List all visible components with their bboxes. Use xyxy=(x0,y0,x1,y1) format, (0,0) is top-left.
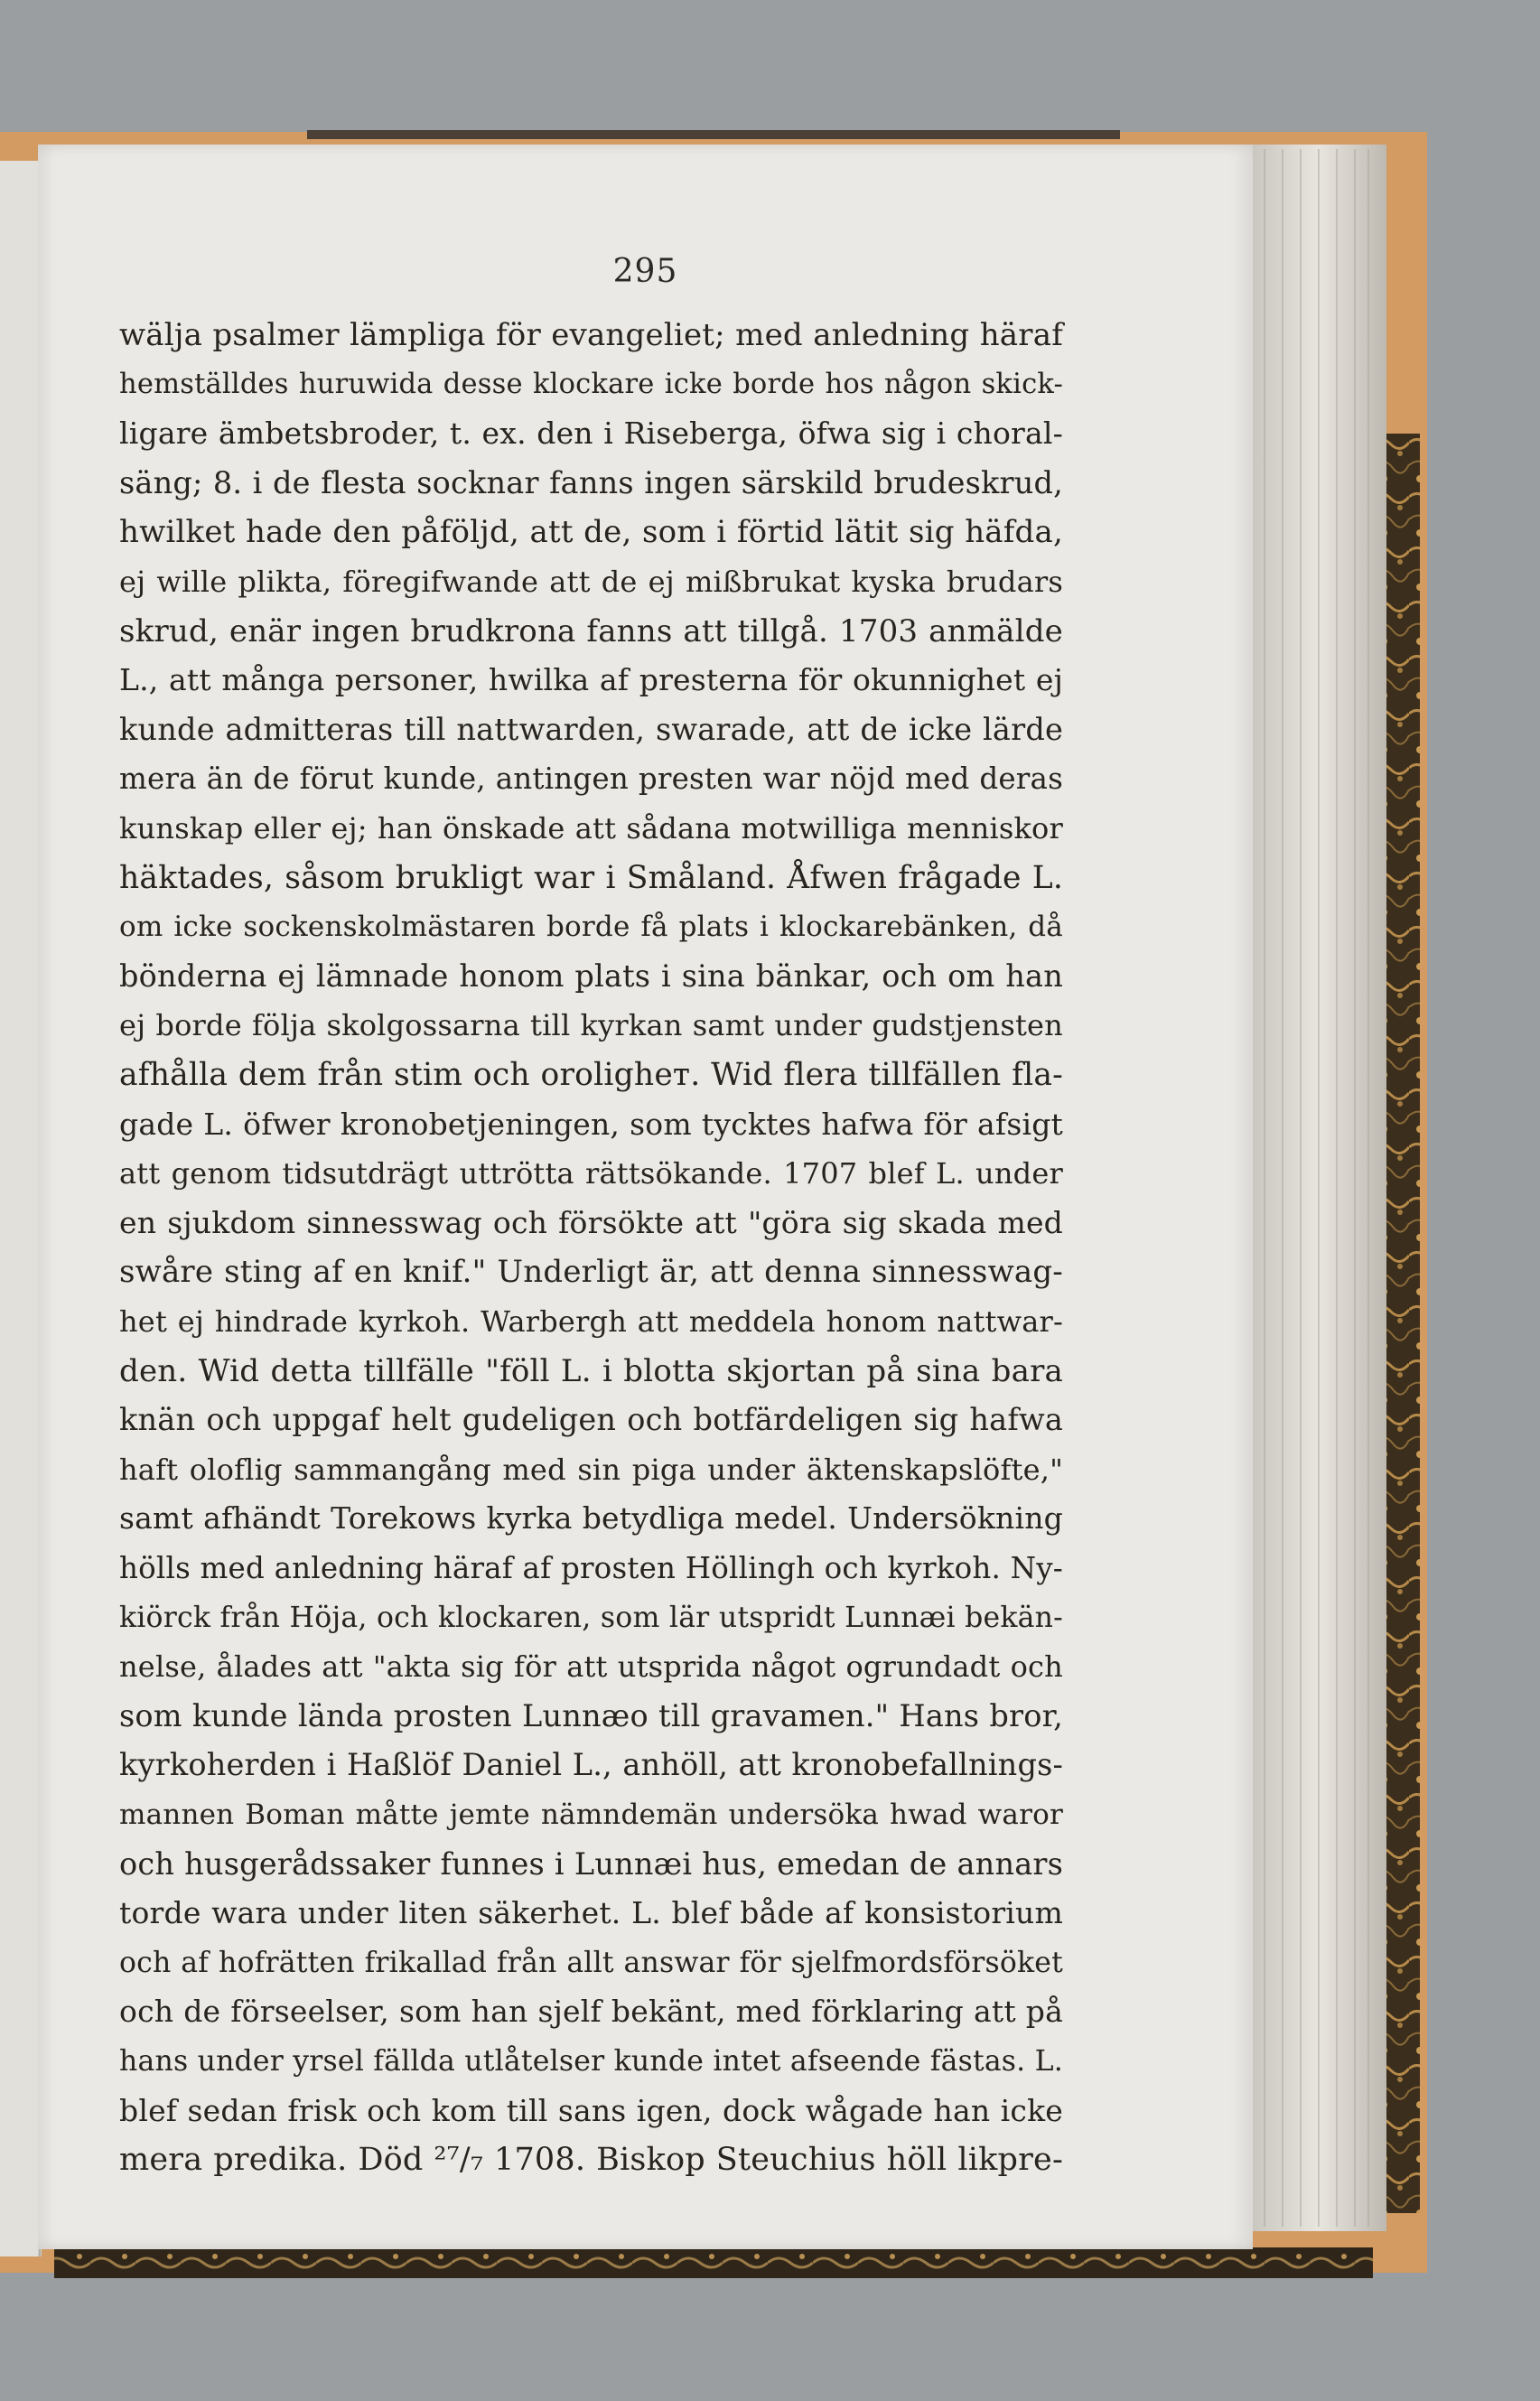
text-line: och de förseelser, som han sjelf bekänt, med förklaring att på xyxy=(119,1994,1063,2030)
text-line: mera än de förut kunde, antingen presten war nöjd med deras xyxy=(119,761,1063,797)
text-line: en sjukdom sinnesswag och försökte att "göra sig skada med xyxy=(119,1204,1063,1240)
text-line: och af hofrätten frikallad från allt answar för sjelfmordsförsöket xyxy=(119,1946,1063,1979)
text-line: om icke sockenskolmästaren borde få plats i klockarebänken, då xyxy=(119,911,1063,944)
text-line: säng; 8. i de flesta socknar fanns ingen särskild brudeskrud, xyxy=(119,464,1063,500)
text-line: kunde admitteras till nattwarden, swarade, att de icke lärde xyxy=(119,711,1063,747)
text-line: den. Wid detta tillfälle "föll L. i blotta skjortan på sina bara xyxy=(119,1352,1063,1389)
binding-strip xyxy=(307,130,1120,139)
text-line: nelse, ålades att "akta sig för att utsprida något ogrundadt och xyxy=(119,1649,1063,1685)
page-number: 295 xyxy=(612,253,678,290)
text-line: blef sedan frisk och kom till sans igen, dock wågade han icke xyxy=(119,2092,1063,2128)
text-line: som kunde lända prosten Lunnæo till gravamen." Hans bror, xyxy=(119,1697,1063,1733)
text-line: att genom tidsutdrägt uttrötta rättsökande. 1707 blef L. under xyxy=(119,1156,1063,1191)
text-line: samt afhändt Torekows kyrka betydliga medel. Undersökning xyxy=(119,1500,1063,1537)
text-line: haft oloflig sammangång med sin piga under äktenskapslöfte," xyxy=(119,1452,1063,1487)
text-line: ej borde följa skolgossarna till kyrkan samt under gudstjensten xyxy=(119,1008,1063,1043)
text-line: gade L. öfwer kronobetjeningen, som tycktes hafwa för afsigt xyxy=(119,1106,1063,1142)
text-line: och husgerådssaker funnes i Lunnæi hus, emedan de annars xyxy=(119,1845,1063,1882)
text-line: wälja psalmer lämpliga för evangeliet; med anledning häraf xyxy=(119,317,1063,353)
text-line: ej wille plikta, föregifwande att de ej mißbrukat kyska brudars xyxy=(119,565,1063,599)
left-page-sliver xyxy=(0,161,42,2256)
text-line: kyrkoherden i Haßlöf Daniel L., anhöll, att kronobefallnings- xyxy=(119,1747,1063,1783)
text-line: hans under yrsel fällda utlåtelser kunde intet afseende fästas. L. xyxy=(119,2045,1063,2078)
text-line: hölls med anledning häraf af prosten Höllingh och kyrkoh. Ny- xyxy=(119,1551,1063,1585)
text-line: ligare ämbetsbroder, t. ex. den i Riseberga, öfwa sig i choral- xyxy=(119,416,1063,452)
text-line: swåre sting af en knif." Underligt är, att denna sinnesswag- xyxy=(119,1254,1063,1291)
text-line: torde wara under liten säkerhet. L. blef både af konsistorium xyxy=(119,1895,1063,1931)
text-line: afhålla dem från stim och oroligheт. Wid flera tillfällen fla- xyxy=(119,1057,1063,1093)
text-line: bönderna ej lämnade honom plats i sina bänkar, och om han xyxy=(119,958,1063,994)
text-line: mannen Boman måtte jemte nämndemän undersöka hwad waror xyxy=(119,1798,1063,1831)
text-line: L., att många personer, hwilka af presterna för okunnighet ej xyxy=(119,662,1063,698)
text-line: knän och uppgaf helt gudeligen och botfärdeligen sig hafwa xyxy=(119,1402,1063,1438)
text-line: kunskap eller ej; han önskade att sådana motwilliga menniskor xyxy=(119,811,1063,845)
text-line: het ej hindrade kyrkoh. Warbergh att meddela honom nattwar- xyxy=(119,1304,1063,1339)
marbled-bottom-edge xyxy=(54,2247,1373,2278)
text-line: häktades, såsom brukligt war i Småland. Åfwen frågade L. xyxy=(119,859,1063,896)
text-line: skrud, enär ingen brudkrona fanns att tillgå. 1703 anmälde xyxy=(119,612,1063,649)
text-line: kiörck från Höja, och klockaren, som lär utspridt Lunnæi bekän- xyxy=(119,1601,1063,1634)
text-line: mera predika. Död ²⁷/₇ 1708. Biskop Steuchius höll likpre- xyxy=(119,2142,1063,2179)
text-line: hwilket hade den påföljd, att de, som i förtid lätit sig häfda, xyxy=(119,514,1063,551)
book-page xyxy=(38,145,1253,2249)
text-line: hemställdes huruwida desse klockare icke borde hos någon skick- xyxy=(119,368,1063,400)
